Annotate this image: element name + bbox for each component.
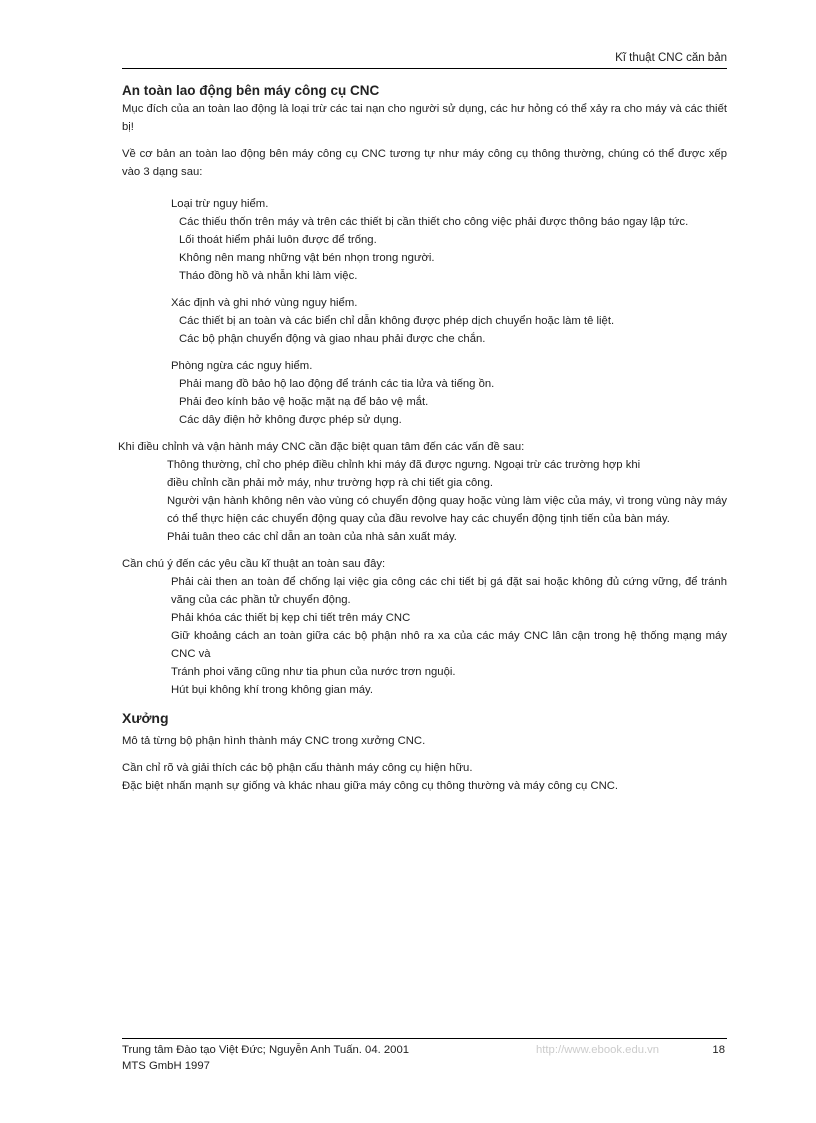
requirement-item: Tránh phoi văng cũng như tia phun của nước trơn nguội. — [171, 666, 456, 678]
group-1 — [122, 195, 727, 285]
adjust-item: Thông thường, chỉ cho phép điều chỉnh khi máy đã được ngưng. Ngoại trừ các trường hợp khi — [167, 459, 641, 471]
group-1-item: Lối thoát hiểm phải luôn được để trống. — [179, 234, 377, 246]
adjust-block — [118, 438, 727, 546]
section2-p3: Đặc biệt nhấn mạnh sự giống và khác nhau giữa máy công cụ thông thường và máy công cụ CNC. — [122, 780, 619, 792]
requirement-item: Hút bụi không khí trong không gian máy. — [171, 684, 374, 696]
page-header — [122, 50, 727, 69]
group-1-title: Loại trừ nguy hiểm. — [171, 198, 269, 210]
header-title: Kĩ thuật CNC căn bản — [615, 52, 727, 64]
group-3 — [122, 357, 727, 429]
group-2-item: Các thiết bị an toàn và các biển chỉ dẫn không được phép dịch chuyển hoặc làm tê liệt. — [179, 315, 615, 327]
adjust-item: Người vận hành không nên vào vùng có chuyển động quay hoặc vùng làm việc của máy, vì trong vùng này máy có thể thực hiện các chuyển động quay của đầu revolve hay các chuyển động tịnh tiến của bàn máy. — [167, 495, 727, 525]
section1-para2: Về cơ bản an toàn lao động bên máy công cụ CNC tương tự như máy công cụ thông thường, chúng có thể được xếp vào 3 dạng sau: — [122, 148, 727, 178]
group-1-item: Các thiếu thốn trên máy và trên các thiết bị cần thiết cho công việc phải được thông báo ngay lập tức. — [179, 216, 689, 228]
page-number: 18 — [712, 1044, 725, 1056]
adjust-title: Khi điều chỉnh và vận hành máy CNC cần đặc biệt quan tâm đến các vấn đề sau: — [118, 441, 525, 453]
group-3-item: Phải mang đồ bảo hộ lao động để tránh các tia lửa và tiếng ồn. — [179, 378, 495, 390]
group-3-item: Phải đeo kính bảo vệ hoặc mặt nạ để bảo vệ mắt. — [179, 396, 429, 408]
section1-title: An toàn lao động bên máy công cụ CNC — [122, 83, 380, 98]
requirement-item: Phải cài then an toàn để chống lại việc gia công các chi tiết bị gá đặt sai hoặc không đủ cứng vững, để tránh văng của các phần tử chuyển động. — [171, 576, 727, 606]
group-2-item: Các bộ phận chuyển động và giao nhau phải được che chắn. — [179, 333, 486, 345]
group-2 — [122, 294, 727, 348]
group-2-title: Xác định và ghi nhớ vùng nguy hiểm. — [171, 297, 358, 309]
requirement-item: Phải khóa các thiết bị kẹp chi tiết trên máy CNC — [171, 612, 411, 624]
requirements-block — [122, 555, 727, 699]
group-3-item: Các dây điện hở không được phép sử dụng. — [179, 414, 402, 426]
page-footer — [122, 1038, 727, 1072]
page-content — [118, 82, 727, 795]
requirements-title: Cần chú ý đến các yêu cầu kĩ thuật an toàn sau đây: — [122, 558, 386, 570]
section1-intro: Mục đích của an toàn lao động là loại trừ các tai nạn cho người sử dụng, các hư hỏng có thể xảy ra cho máy và các thiết bị! — [122, 103, 727, 133]
section2-p2: Cần chỉ rõ và giải thích các bộ phận cấu thành máy công cụ hiện hữu. — [122, 762, 473, 774]
footer-watermark-link[interactable]: http://www.ebook.edu.vn — [536, 1044, 660, 1056]
group-1-item: Tháo đồng hồ và nhẫn khi làm việc. — [179, 270, 358, 282]
adjust-item: điều chỉnh cần phải mở máy, như trường hợp rà chi tiết gia công. — [167, 477, 494, 489]
requirement-item: Giữ khoảng cách an toàn giữa các bộ phận nhô ra xa của các máy CNC lân cận trong hệ thống mạng máy CNC và — [171, 630, 727, 660]
footer-line-1: Trung tâm Đào tạo Việt Đức; Nguyễn Anh Tuấn. 04. 2001 — [122, 1044, 410, 1056]
section2-p1: Mô tả từng bộ phận hình thành máy CNC trong xưởng CNC. — [122, 735, 426, 747]
section2-title: Xưởng — [122, 710, 169, 726]
footer-line-2: MTS GmbH 1997 — [122, 1060, 210, 1072]
group-3-title: Phòng ngừa các nguy hiểm. — [171, 360, 313, 372]
group-1-item: Không nên mang những vật bén nhọn trong người. — [179, 252, 435, 264]
adjust-item: Phải tuân theo các chỉ dẫn an toàn của nhà sản xuất máy. — [167, 531, 457, 543]
